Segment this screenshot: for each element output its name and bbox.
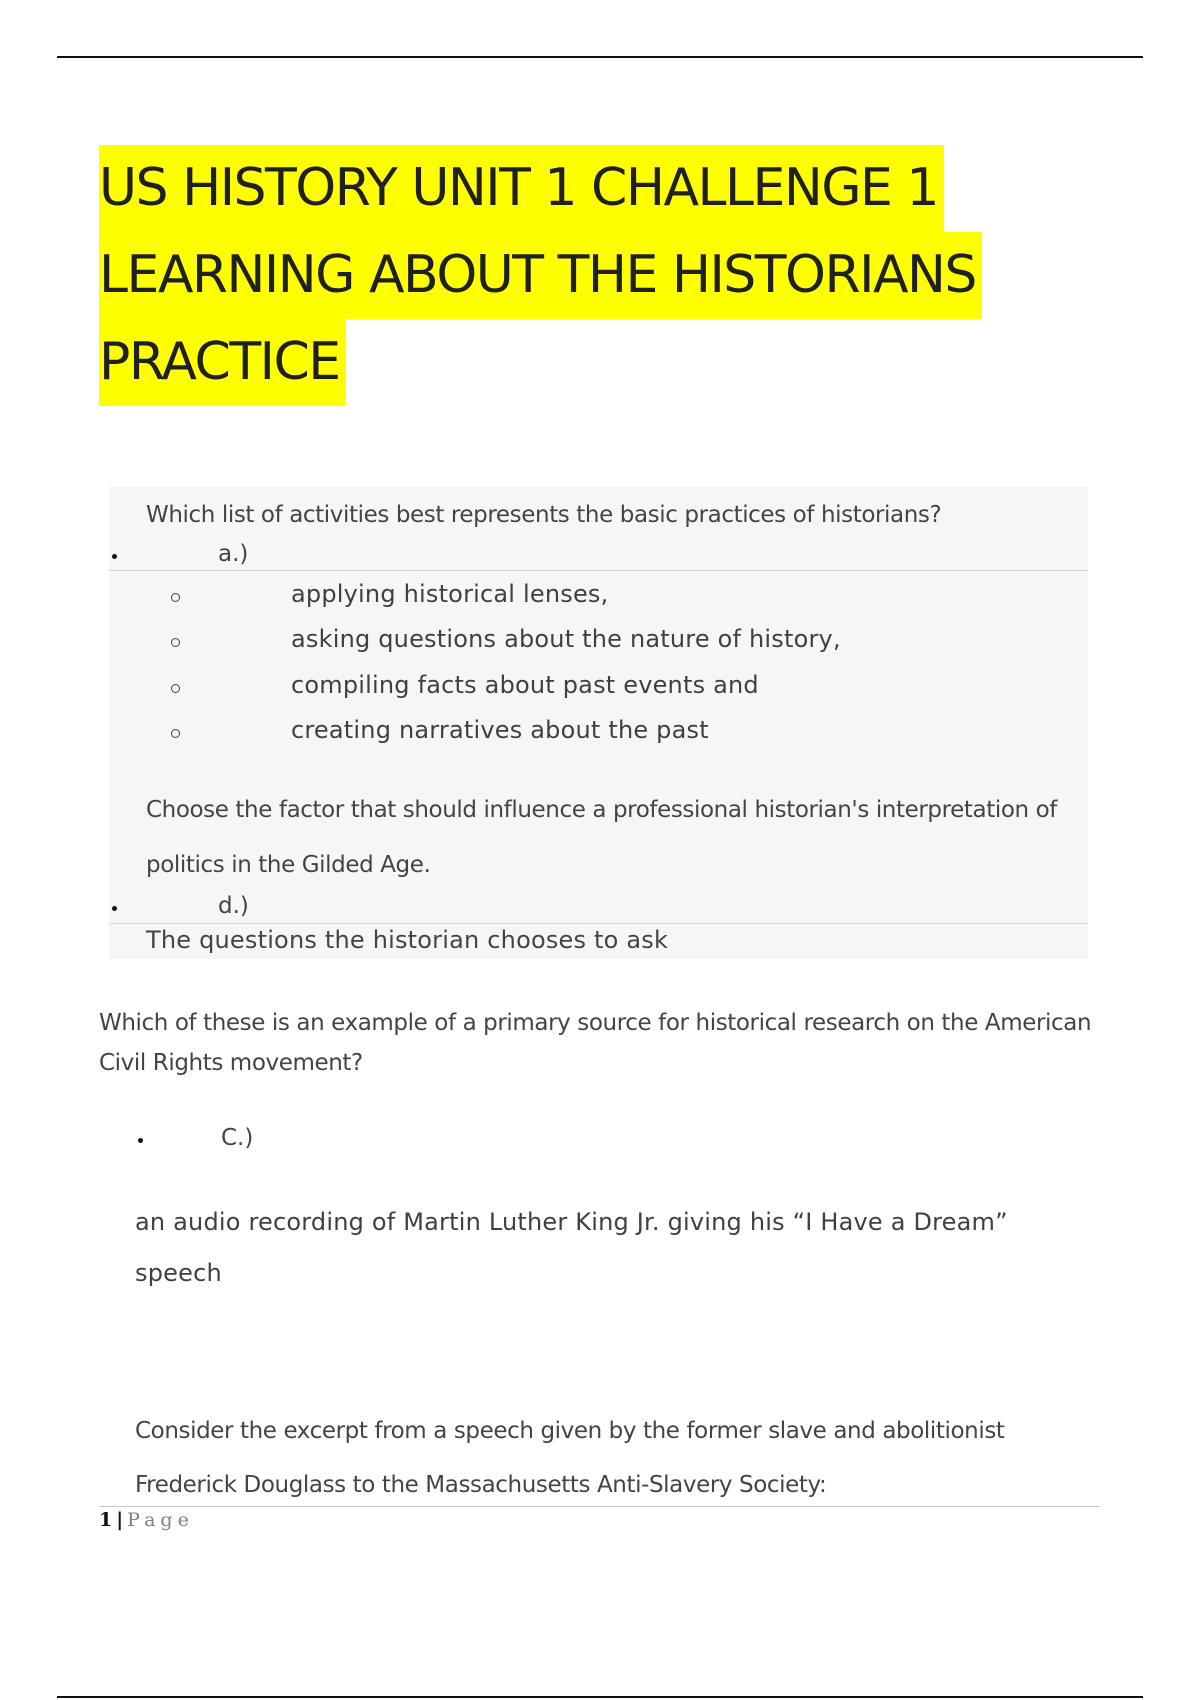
question-1-answer-letter: a.) — [218, 541, 249, 567]
circle-bullet-icon — [171, 684, 180, 693]
footer-separator: | — [116, 1509, 124, 1531]
bullet-icon — [112, 554, 117, 559]
page-footer — [99, 1509, 194, 1531]
question-2-answer: The questions the historian chooses to ask — [146, 926, 669, 954]
circle-bullet-icon — [171, 729, 180, 738]
option-item: compiling facts about past events and — [291, 671, 759, 699]
option-item: asking questions about the nature of history, — [291, 625, 841, 653]
answer-separator — [109, 923, 1088, 924]
bullet-icon — [112, 906, 117, 911]
footer-rule — [99, 1506, 1100, 1507]
page-number: 1 — [99, 1509, 113, 1531]
answer-separator — [109, 570, 1088, 571]
document-title — [99, 145, 982, 406]
bullet-icon — [138, 1138, 143, 1143]
question-1-text: Which list of activities best represents the basic practices of historians? — [146, 502, 942, 528]
bottom-rule — [57, 1696, 1143, 1698]
question-3-text: Which of these is an example of a primary source for historical research on the American Civil Rights movement? — [99, 1010, 1092, 1076]
top-rule — [57, 56, 1143, 58]
question-2-answer-letter: d.) — [218, 893, 249, 919]
title-line-3: PRACTICE — [99, 319, 346, 406]
option-item: applying historical lenses, — [291, 580, 609, 608]
circle-bullet-icon — [171, 638, 180, 647]
question-3-answer: an audio recording of Martin Luther King Jr. giving his “I Have a Dream” speech — [135, 1208, 1008, 1287]
page-label: Page — [127, 1509, 194, 1531]
question-2-text-line-1: Choose the factor that should influence a professional historian's interpretation of — [146, 797, 1057, 823]
title-line-2: LEARNING ABOUT THE HISTORIANS — [99, 232, 982, 319]
question-4-text: Consider the excerpt from a speech given by the former slave and abolitionist Frederick Douglass to the Massachusetts Anti-Slavery Society: — [135, 1418, 1005, 1498]
question-3-answer-letter: C.) — [221, 1125, 254, 1151]
question-2-text-line-2: politics in the Gilded Age. — [146, 852, 431, 878]
title-line-1: US HISTORY UNIT 1 CHALLENGE 1 — [99, 145, 944, 232]
circle-bullet-icon — [171, 593, 180, 602]
option-item: creating narratives about the past — [291, 716, 709, 744]
